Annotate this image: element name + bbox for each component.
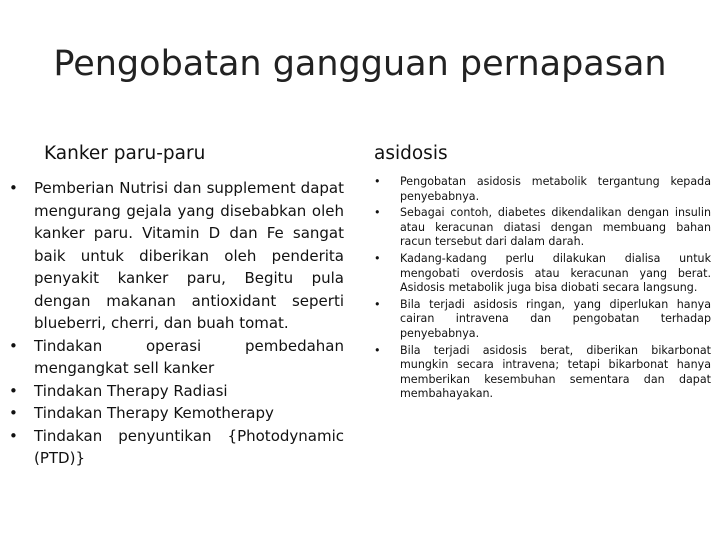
list-item-text: Tindakan Therapy Radiasi xyxy=(34,381,228,400)
bullet-icon: • xyxy=(9,381,18,400)
bullet-icon: • xyxy=(9,426,18,445)
bullet-icon: • xyxy=(374,175,381,188)
list-item xyxy=(368,175,711,204)
list-item xyxy=(6,177,344,335)
slide-title: Pengobatan gangguan pernapasan xyxy=(53,44,667,84)
list-item-text: Pemberian Nutrisi dan supplement dapat mengurang gejala yang disebabkan oleh kanker paru. Vitamin D dan Fe sangat baik untuk diberikan oleh penderita penyakit kanker paru, Begitu pula dengan makanan antioxidant seperti blueberri, cherri, dan buah tomat. xyxy=(34,179,344,332)
bullet-icon: • xyxy=(9,404,18,422)
list-item xyxy=(6,425,344,470)
list-item xyxy=(368,252,711,296)
bullet-icon: • xyxy=(374,343,381,357)
bullet-icon: • xyxy=(374,297,381,311)
right-column-heading: asidosis xyxy=(374,143,448,164)
list-item-text: Bila terjadi asidosis berat, diberikan bikarbonat mungkin secara intravena; tetapi bikarbonat hanya memberikan kesembuhan sementara dan dapat membahayakan. xyxy=(400,343,711,401)
list-item xyxy=(6,402,344,425)
left-bullet-list xyxy=(6,177,344,470)
list-item-text: Tindakan penyuntikan {Photodynamic (PTD)} xyxy=(34,426,344,467)
bullet-icon: • xyxy=(9,336,18,355)
list-item xyxy=(368,344,711,402)
list-item-text: Tindakan Therapy Kemotherapy xyxy=(34,404,274,422)
bullet-icon: • xyxy=(374,206,381,220)
list-item-text: Sebagai contoh, diabetes dikendalikan dengan insulin atau keracunan diatasi dengan membuang bahan racun tersebut dari dalam darah. xyxy=(400,206,711,249)
list-item-text: Bila terjadi asidosis ringan, yang diperlukan hanya cairan intravena dan pengobatan terhadap penyebabnya. xyxy=(400,297,711,340)
list-item xyxy=(368,298,711,342)
left-column-heading: Kanker paru-paru xyxy=(44,143,206,164)
list-item-text: Tindakan operasi pembedahan mengangkat sell kanker xyxy=(34,336,344,377)
list-item xyxy=(368,206,711,250)
list-item-text: Pengobatan asidosis metabolik tergantung kepada penyebabnya. xyxy=(400,175,711,203)
bullet-icon: • xyxy=(374,251,381,265)
right-bullet-list xyxy=(368,175,711,402)
list-item xyxy=(6,380,344,403)
list-item-text: Kadang-kadang perlu dilakukan dialisa untuk mengobati overdosis atau keracunan yang berat. Asidosis metabolik juga bisa diobati secara langsung. xyxy=(400,251,711,295)
bullet-icon: • xyxy=(9,179,18,197)
list-item xyxy=(6,335,344,380)
